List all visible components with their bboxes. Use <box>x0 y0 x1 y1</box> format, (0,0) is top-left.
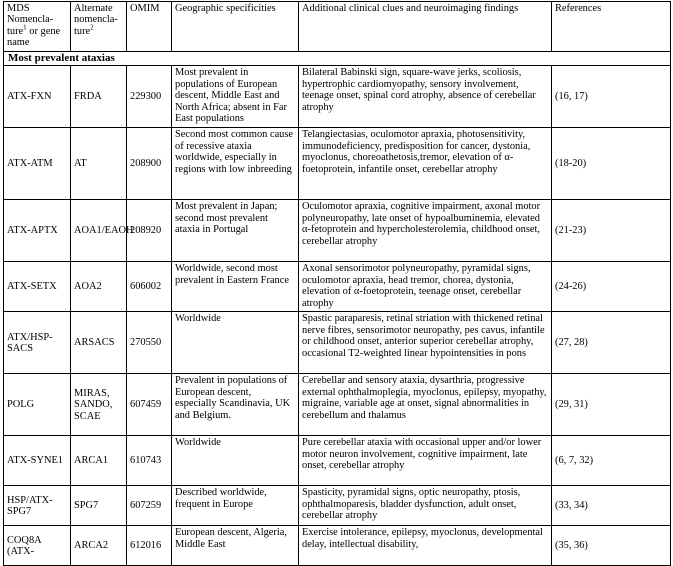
cell-geographic: Most prevalent in Japan; second most prevalent ataxia in Portugal <box>172 200 299 262</box>
table-row <box>4 66 671 128</box>
cell-omim: 607259 <box>127 486 172 526</box>
table-row <box>4 200 671 262</box>
cell-geographic: Worldwide <box>172 436 299 486</box>
cell-geographic: Worldwide, second most prevalent in Eastern France <box>172 262 299 312</box>
cell-omim: 270550 <box>127 312 172 374</box>
cell-references: (6, 7, 32) <box>552 436 671 486</box>
cell-alternate-nomenclature: SPG7 <box>71 486 127 526</box>
cell-clinical: Pure cerebellar ataxia with occasional upper and/or lower motor neuron involvement, cognitive impairment, late onset, cerebellar atrophy <box>299 436 552 486</box>
header-references: References <box>552 2 671 52</box>
cell-mds-nomenclature: ATX-FXN <box>4 66 71 128</box>
ataxia-table <box>3 1 671 566</box>
cell-omim: 612016 <box>127 526 172 566</box>
cell-clinical: Spastic paraparesis, retinal striation with thickened retinal nerve fibres, sensorimotor neuropathy, pes cavus, infantile or childhood onset, anterior superior cerebellar atrophy, occasional T2-weighted linear hypointensities in pons <box>299 312 552 374</box>
table-row <box>4 486 671 526</box>
cell-references: (16, 17) <box>552 66 671 128</box>
cell-alternate-nomenclature: MIRAS, SANDO, SCAE <box>71 374 127 436</box>
cell-omim: 208920 <box>127 200 172 262</box>
cell-mds-nomenclature: ATX-ATM <box>4 128 71 200</box>
cell-omim: 606002 <box>127 262 172 312</box>
cell-alternate-nomenclature: ARCA1 <box>71 436 127 486</box>
table-row <box>4 374 671 436</box>
cell-geographic: Most prevalent in populations of European descent, Middle East and North Africa; absent in Far East populations <box>172 66 299 128</box>
header-alternate-nomenclature: Alternate nomencla-ture$^2$ <box>71 2 127 52</box>
cell-omim: 208900 <box>127 128 172 200</box>
cell-clinical: Cerebellar and sensory ataxia, dysarthria, progressive external ophthalmoplegia, myoclonus, epilepsy, myopathy, migraine, variable age at onset, signal abnormalities in cerebellum and thalamus <box>299 374 552 436</box>
cell-mds-nomenclature: ATX-APTX <box>4 200 71 262</box>
cell-mds-nomenclature: COQ8A (ATX- <box>4 526 71 566</box>
cell-clinical: Spasticity, pyramidal signs, optic neuropathy, ptosis, ophthalmoparesis, bladder dysfunction, adult onset, cerebellar atrophy <box>299 486 552 526</box>
cell-references: (35, 36) <box>552 526 671 566</box>
table-row <box>4 128 671 200</box>
section-row <box>4 52 671 66</box>
cell-references: (27, 28) <box>552 312 671 374</box>
table-row <box>4 526 671 566</box>
cell-clinical: Exercise intolerance, epilepsy, myoclonus, developmental delay, intellectual disability, <box>299 526 552 566</box>
cell-clinical: Oculomotor apraxia, cognitive impairment, axonal motor polyneuropathy, late onset of hypoalbuminemia, elevated α-fetoprotein and hypercholesterolemia, childhood onset, cerebellar atrophy <box>299 200 552 262</box>
cell-references: (21-23) <box>552 200 671 262</box>
cell-geographic: Described worldwide, frequent in Europe <box>172 486 299 526</box>
cell-alternate-nomenclature: FRDA <box>71 66 127 128</box>
cell-omim: 229300 <box>127 66 172 128</box>
header-row <box>4 2 671 52</box>
cell-mds-nomenclature: ATX/HSP-SACS <box>4 312 71 374</box>
cell-omim: 610743 <box>127 436 172 486</box>
cell-mds-nomenclature: POLG <box>4 374 71 436</box>
cell-geographic: Second most common cause of recessive ataxia worldwide, especially in regions with low inbreeding <box>172 128 299 200</box>
cell-alternate-nomenclature: ARCA2 <box>71 526 127 566</box>
cell-alternate-nomenclature: ARSACS <box>71 312 127 374</box>
ataxia-table-page <box>3 1 670 557</box>
cell-alternate-nomenclature: AOA1/EAOH <box>71 200 127 262</box>
header-geographic: Geographic specificities <box>172 2 299 52</box>
cell-references: (24-26) <box>552 262 671 312</box>
header-clinical: Additional clinical clues and neuroimaging findings <box>299 2 552 52</box>
cell-geographic: Prevalent in populations of European descent, especially Scandinavia, UK and Belgium. <box>172 374 299 436</box>
cell-geographic: European descent, Algeria, Middle East <box>172 526 299 566</box>
section-title: Most prevalent ataxias <box>4 52 671 66</box>
header-omim: OMIM <box>127 2 172 52</box>
cell-omim: 607459 <box>127 374 172 436</box>
cell-mds-nomenclature: HSP/ATX-SPG7 <box>4 486 71 526</box>
cell-alternate-nomenclature: AOA2 <box>71 262 127 312</box>
table-row <box>4 312 671 374</box>
table-row <box>4 436 671 486</box>
cell-alternate-nomenclature: AT <box>71 128 127 200</box>
cell-mds-nomenclature: ATX-SYNE1 <box>4 436 71 486</box>
cell-clinical: Axonal sensorimotor polyneuropathy, pyramidal signs, oculomotor apraxia, head tremor, chorea, dystonia, elevation of α-foetoprotein, teenage onset, cerebellar atrophy <box>299 262 552 312</box>
cell-references: (18-20) <box>552 128 671 200</box>
cell-geographic: Worldwide <box>172 312 299 374</box>
cell-references: (33, 34) <box>552 486 671 526</box>
cell-clinical: Bilateral Babinski sign, square-wave jerks, scoliosis, hypertrophic cardiomyopathy, sensory involvement, teenage onset, spinal cord atrophy, absence of cerebellar atrophy <box>299 66 552 128</box>
cell-clinical: Telangiectasias, oculomotor apraxia, photosensitivity, immunodeficiency, predisposition for cancer, dystonia, myoclonus, choreoathetosis,tremor, elevation of α-foetoprotein, infantile onset, cerebellar atrophy <box>299 128 552 200</box>
table-row <box>4 262 671 312</box>
cell-mds-nomenclature: ATX-SETX <box>4 262 71 312</box>
header-mds-nomenclature: MDS Nomencla-ture$^1$ or gene name <box>4 2 71 52</box>
cell-references: (29, 31) <box>552 374 671 436</box>
